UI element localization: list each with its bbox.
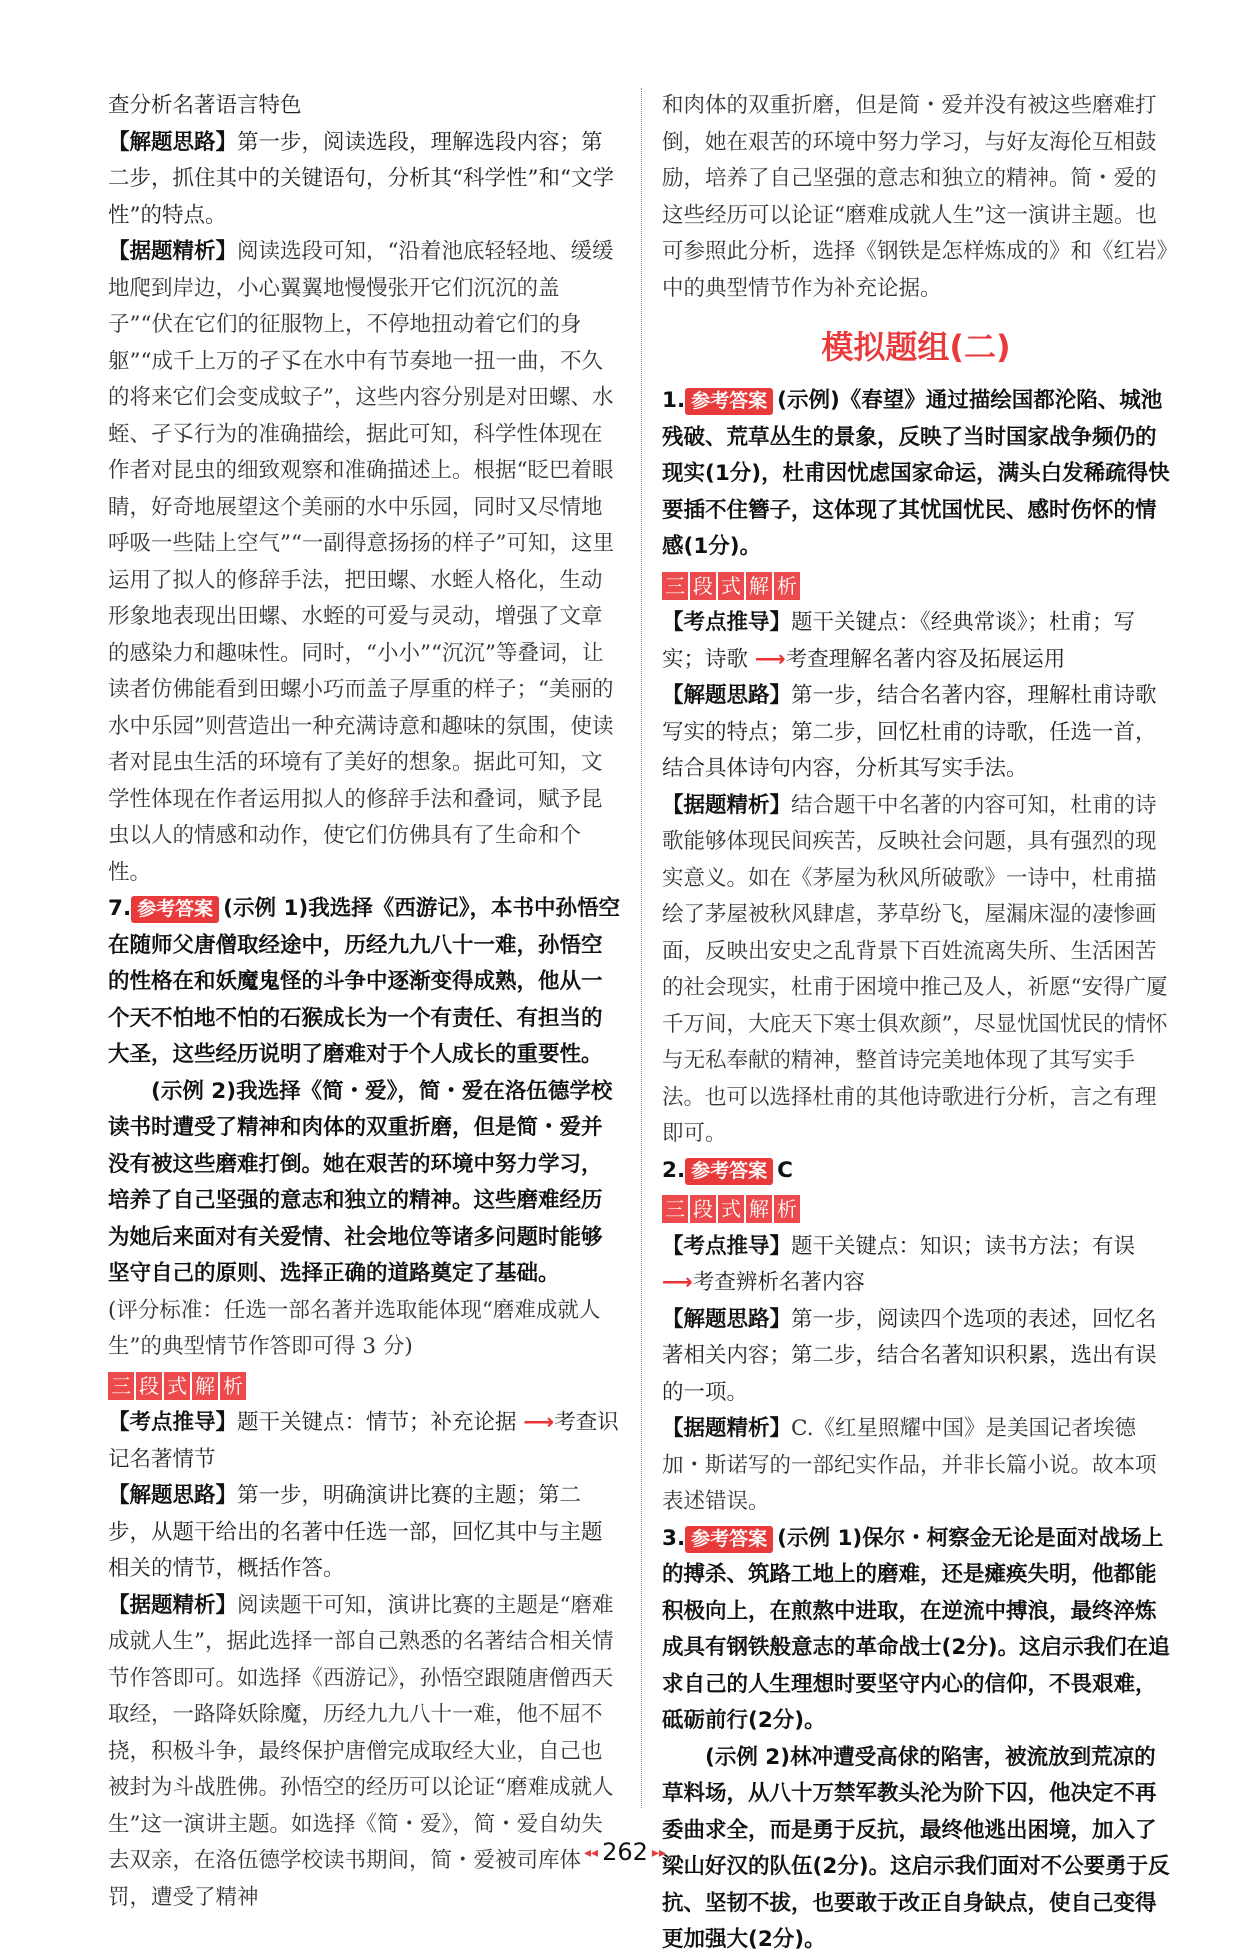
tag-label: 【解题思路】 <box>662 1306 792 1332</box>
paragraph-text: 第一步，阅读选段，理解选段内容；第二步，抓住其中的关键语句，分析其“科学性”和“文学性”的特点。 <box>108 129 614 228</box>
badge-char: 解 <box>746 572 772 600</box>
paragraph <box>108 234 620 891</box>
answer-text: (示例 1)我选择《西游记》，本书中孙悟空在随师父唐僧取经途中，历经九九八十一难，孙悟空的性格在和妖魔鬼怪的斗争中逐渐变得成熟，他从一个天不怕地不怕的石猴成长为一个有责任、有担当的大圣，这些经历说明了磨难对于个人成长的重要性。 <box>108 896 621 1067</box>
tag-label: 【考点推导】 <box>662 610 792 635</box>
analysis-badge <box>662 1195 802 1223</box>
badge-char: 段 <box>690 572 716 600</box>
badge-char: 析 <box>774 572 800 600</box>
question-7 <box>108 891 620 1074</box>
question-number: 3. <box>662 1525 686 1551</box>
paragraph <box>662 678 1170 788</box>
paragraph <box>108 1405 620 1478</box>
paragraph-text: 题干关键点：知识；读书方法；有误 <box>791 1233 1136 1259</box>
paragraph-text: 题干关键点：《经典常谈》；杜甫；写实；诗歌 <box>662 610 1136 672</box>
answer-text: (示例)《春望》通过描绘国都沦陷、城池残破、荒草丛生的景象，反映了当时国家战争频仍的现实(1分)，杜甫因忧虑国家命运，满头白发稀疏得快要插不住簪子，这体现了其忧国忧民、感时伤怀的情感(1分)。 <box>662 388 1170 559</box>
badge-char: 式 <box>164 1372 190 1400</box>
paragraph-text: 第一步，阅读四个选项的表述，回忆名著相关内容；第二步，结合名著知识积累，选出有误的一项。 <box>662 1306 1157 1405</box>
question-number: 7. <box>108 896 132 921</box>
question-1 <box>662 383 1170 566</box>
column-divider <box>641 88 642 1808</box>
badge-char: 三 <box>662 572 688 600</box>
tag-label: 【据题精析】 <box>662 792 792 818</box>
paragraph <box>662 1229 1170 1302</box>
score-note: (评分标准：任选一部名著并选取能体现“磨难成就人生”的典型情节作答即可得 3 分) <box>108 1297 601 1359</box>
paragraph-text: 考查理解名著内容及拓展运用 <box>785 646 1066 672</box>
tag-label: 【解题思路】 <box>108 129 238 155</box>
badge-char: 式 <box>718 1195 744 1223</box>
chevron-right-icon: ▸▸ <box>651 1845 666 1861</box>
paragraph-text: 题干关键点：情节；补充论据 <box>237 1410 517 1435</box>
paragraph-text: 阅读选段可知，“沿着池底轻轻地、缓缓地爬到岸边，小心翼翼地慢慢张开它们沉沉的盖子”“伏在它们的征服物上，不停地扭动着它们的身躯”“成千上万的孑孓在水中有节奏地一扭一曲，不久的将来它们会变成蚊子”，这些内容分别是对田螺、水蛭、孑孓行为的准确描绘，据此可知，科学性体现在作者对昆虫的细致观察和准确描述上。根据“眨巴着眼睛，好奇地展望这个美丽的水中乐园，同时又尽情地呼吸一些陆上空气”“一副得意扬扬的样子”可知，这里运用了拟人的修辞手法，把田螺、水蛭人格化，生动形象地表现出田螺、水蛭的可爱与灵动，增强了文章的感染力和趣味性。同时，“小小”“沉沉”等叠词，让读者仿佛能看到田螺小巧而盖子厚重的样子；“美丽的水中乐园”则营造出一种充满诗意和趣味的氛围，使读者对昆虫生活的环境有了美好的想象。据此可知，文学性体现在作者运用拟人的修辞手法和叠词，赋予昆虫以人的情感和动作，使它们仿佛具有了生命和个性。 <box>108 239 614 885</box>
chevron-left-icon: ◂◂ <box>584 1845 599 1861</box>
question-number: 2. <box>662 1157 686 1183</box>
badge-char: 三 <box>108 1372 134 1400</box>
analysis-badge <box>108 1372 248 1400</box>
tag-label: 【考点推导】 <box>108 1410 238 1435</box>
paragraph <box>108 125 620 235</box>
question-2 <box>662 1153 1170 1190</box>
analysis-badge <box>662 572 802 600</box>
paragraph-text: 和肉体的双重折磨，但是简・爱并没有被这些磨难打倒，她在艰苦的环境中努力学习，与好友海伦互相鼓励，培养了自己坚强的意志和独立的精神。简・爱的这些经历可以论证“磨难成就人生”这一演讲主题。也可参照此分析，选择《钢铁是怎样炼成的》和《红岩》中的典型情节作为补充论据。 <box>662 93 1168 301</box>
paragraph-text: 结合题干中名著的内容可知，杜甫的诗歌能够体现民间疾苦，反映社会问题，具有强烈的现实意义。如在《茅屋为秋风所破歌》一诗中，杜甫描绘了茅屋被秋风肆虐，茅草纷飞，屋漏床湿的凄惨画面，反映出安史之乱背景下百姓流离失所、生活困苦的社会现实，杜甫于困境中推己及人，祈愿“安得广厦千万间，大庇天下寒士俱欢颜”，尽显忧国忧民的情怀与无私奉献的精神，整首诗完美地体现了其写实手法。也可以选择杜甫的其他诗歌进行分析，言之有理即可。 <box>662 792 1168 1146</box>
question-3 <box>662 1521 1170 1740</box>
badge-char: 解 <box>746 1195 772 1223</box>
tag-label: 【考点推导】 <box>662 1233 792 1259</box>
left-column <box>108 88 620 1916</box>
question-number: 1. <box>662 388 686 413</box>
tag-label: 【据题精析】 <box>108 239 238 264</box>
page-number: 262 <box>602 1838 648 1866</box>
badge-char: 段 <box>136 1372 162 1400</box>
paragraph <box>108 1478 620 1588</box>
badge-char: 析 <box>220 1372 246 1400</box>
paragraph-text: 考查辨析名著内容 <box>692 1270 865 1295</box>
tag-label: 【解题思路】 <box>108 1483 238 1508</box>
tag-label: 【据题精析】 <box>108 1592 238 1618</box>
answer-badge: 参考答案 <box>685 1526 773 1553</box>
arrow-icon: ⟶ <box>662 1270 693 1295</box>
badge-char: 三 <box>662 1195 688 1223</box>
page-footer <box>0 1838 1250 1866</box>
paragraph <box>662 605 1170 678</box>
badge-char: 段 <box>690 1195 716 1223</box>
badge-char: 式 <box>718 572 744 600</box>
paragraph-text: 阅读题干可知，演讲比赛的主题是“磨难成就人生”，据此选择一部自己熟悉的名著结合相关情节作答即可。如选择《西游记》，孙悟空跟随唐僧西天取经，一路降妖除魔，历经九九八十一难，他不屈不挠，积极斗争，最终保护唐僧完成取经大业，自己也被封为斗战胜佛。孙悟空的经历可以论证“磨难成就人生”这一演讲主题。如选择《简・爱》，简・爱自幼失去双亲，在洛伍德学校读书期间，简・爱被司库体罚，遭受了精神 <box>108 1592 614 1910</box>
paragraph-text: 第一步，结合名著内容，理解杜甫诗歌写实的特点；第二步，回忆杜甫的诗歌，任选一首，结合具体诗句内容，分析其写实手法。 <box>662 683 1157 781</box>
badge-char: 解 <box>192 1372 218 1400</box>
paragraph-text: 考查识记名著情节 <box>108 1410 619 1472</box>
answer-text: (示例 2)我选择《简・爱》，简・爱在洛伍德学校读书时遭受了精神和肉体的双重折磨，但是简・爱并没有被这些磨难打倒。她在艰苦的环境中努力学习，培养了自己坚强的意志和独立的精神。这些磨难经历为她后来面对有关爱情、社会地位等诸多问题时能够坚守自己的原则、选择正确的道路奠定了基础。 <box>108 1078 613 1286</box>
answer-badge: 参考答案 <box>685 1158 773 1185</box>
arrow-icon: ⟶ <box>523 1410 555 1435</box>
answer-text: (示例 1)保尔・柯察金无论是面对战场上的搏杀、筑路工地上的磨难，还是瘫痪失明，他都能积极向上，在煎熬中进取，在逆流中搏浪，最终淬炼成具有钢铁般意志的革命战士(2分)。这启示我们在追求自己的人生理想时要坚守内心的信仰，不畏艰难，砥砺前行(2分)。 <box>662 1525 1170 1733</box>
badge-char: 析 <box>774 1195 800 1223</box>
paragraph <box>662 1302 1170 1412</box>
paragraph <box>662 788 1170 1153</box>
answer-badge: 参考答案 <box>131 896 219 923</box>
right-column <box>662 88 1170 1959</box>
paragraph-text: 第一步，明确演讲比赛的主题；第二步，从题干给出的名著中任选一部，回忆其中与主题相关的情节，概括作答。 <box>108 1483 603 1581</box>
answer-badge: 参考答案 <box>685 388 773 415</box>
tag-label: 【解题思路】 <box>662 683 792 708</box>
paragraph <box>108 1588 620 1917</box>
paragraph <box>662 1411 1170 1521</box>
text-line: 查分析名著语言特色 <box>108 93 302 118</box>
answer-text: C <box>777 1157 793 1183</box>
tag-label: 【据题精析】 <box>662 1416 792 1441</box>
answer-text: (示例 2)林冲遭受高俅的陷害，被流放到荒凉的草料场，从八十万禁军教头沦为阶下囚，他决定不再委曲求全，而是勇于反抗，最终他逃出困境，加入了梁山好汉的队伍(2分)。这启示我们面对不公要勇于反抗、坚韧不拔，也要敢于改正自身缺点，使自己变得更加强大(2分)。 <box>662 1744 1170 1952</box>
section-title: 模拟题组(二) <box>821 328 1011 366</box>
paragraph-text: C.《红星照耀中国》是美国记者埃德加・斯诺写的一部纪实作品，并非长篇小说。故本项表述错误。 <box>662 1416 1157 1514</box>
arrow-icon: ⟶ <box>754 646 786 672</box>
